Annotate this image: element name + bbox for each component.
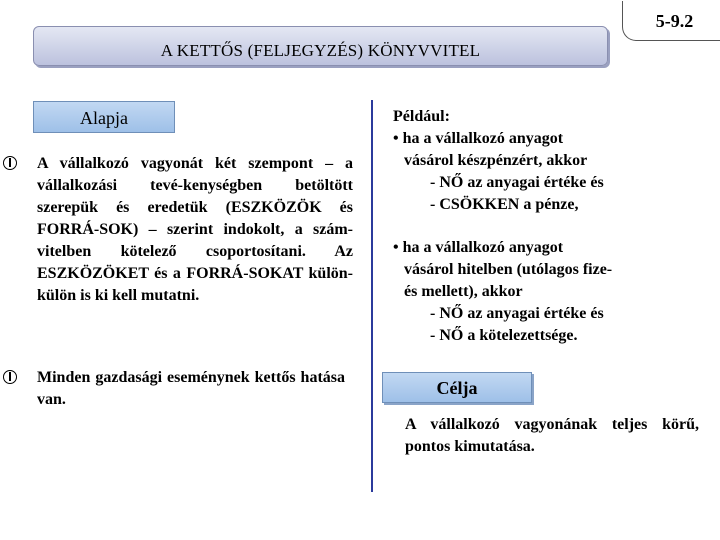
example2-line-3: és mellett), akkor xyxy=(404,283,523,300)
info-circle-icon xyxy=(3,156,17,170)
basis-paragraph-1: A vállalkozó vagyonát két szempont – a vállalkozási tevé-kenységben betöltött szerepük és eredetük (ESZKÖZÖK és FORRÁ-SOK) – szerint indokolt, a szám-vitelben kötelező csoportosítani. Az ESZKÖZÖKET és a FORRÁ-SOKAT külön-külön is ki kell mutatni. xyxy=(37,155,353,304)
column-divider xyxy=(371,100,373,492)
example2-line-2: vásárol hitelben (utólagos fize- xyxy=(404,261,613,278)
slide-number: 5-9.2 xyxy=(622,1,720,41)
example1-line-3: - NŐ az anyagai értéke és xyxy=(430,174,604,191)
celja-label: Célja xyxy=(382,372,532,403)
alapja-label: Alapja xyxy=(33,101,175,133)
basis-paragraph-2: Minden gazdasági eseménynek kettős hatása van. xyxy=(37,369,345,408)
goal-paragraph: A vállalkozó vagyonának teljes körű, pontos kimutatása. xyxy=(405,416,699,455)
page-title: A KETTŐS (FELJEGYZÉS) KÖNYVVITEL xyxy=(160,41,481,60)
example1-line-2: vásárol készpénzért, akkor xyxy=(404,152,588,169)
title-banner xyxy=(33,26,608,66)
info-circle-icon xyxy=(3,370,17,384)
example-heading: Például: xyxy=(393,108,450,125)
example2-line-1: • ha a vállalkozó anyagot xyxy=(393,239,564,256)
example2-line-4: - NŐ az anyagai értéke és xyxy=(430,305,604,322)
example1-line-1: • ha a vállalkozó anyagot xyxy=(393,130,564,147)
example2-line-5: - NŐ a kötelezettsége. xyxy=(430,327,578,344)
example1-line-4: - CSÖKKEN a pénze, xyxy=(430,196,579,213)
